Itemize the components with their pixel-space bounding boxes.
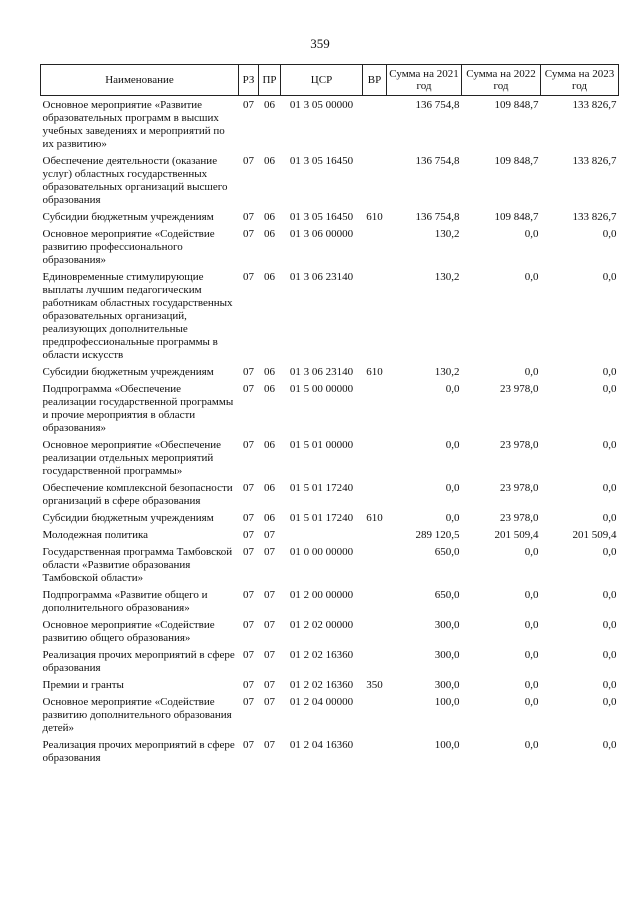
row-csr: 01 2 02 16360 — [289, 649, 354, 661]
row-sum-2022: 0,0 — [524, 696, 539, 708]
row-csr: 01 3 06 00000 — [289, 228, 354, 240]
row-vr — [363, 545, 387, 588]
table-row — [41, 438, 619, 481]
row-sum-2023: 0,0 — [602, 366, 617, 378]
row-csr: 01 5 01 17240 — [289, 482, 354, 494]
row-name: Обеспечение комплексной безопасности организаций в сфере образования — [42, 482, 233, 507]
table-row — [41, 511, 619, 528]
row-csr: 01 3 06 23140 — [289, 366, 354, 378]
table-row — [41, 96, 619, 155]
row-name: Основное мероприятие «Обеспечение реализации отдельных мероприятий государственной программы» — [42, 439, 222, 477]
row-name: Основное мероприятие «Содействие развитию профессионального образования» — [42, 228, 215, 266]
row-name: Подпрограмма «Развитие общего и дополнительного образования» — [42, 589, 208, 614]
row-sum-2022: 0,0 — [524, 739, 539, 751]
row-rz: 07 — [243, 383, 254, 395]
table-row — [41, 365, 619, 382]
row-vr — [363, 96, 387, 155]
row-vr — [363, 738, 387, 768]
row-sum-2022: 23 978,0 — [500, 512, 539, 524]
row-vr: 350 — [366, 679, 383, 691]
row-vr — [363, 695, 387, 738]
row-vr: 610 — [366, 211, 383, 223]
row-pr: 06 — [264, 211, 275, 223]
row-sum-2023: 0,0 — [602, 649, 617, 661]
row-name: Государственная программа Тамбовской области «Развитие образования Тамбовской области» — [42, 546, 233, 584]
row-csr: 01 3 05 00000 — [289, 99, 354, 111]
table-row — [41, 695, 619, 738]
row-vr — [363, 528, 387, 545]
row-sum-2023: 0,0 — [602, 546, 617, 558]
row-rz: 07 — [243, 679, 254, 691]
row-vr — [363, 588, 387, 618]
row-sum-2023: 201 509,4 — [572, 529, 617, 541]
row-pr: 06 — [264, 271, 275, 283]
row-vr — [363, 382, 387, 438]
row-pr: 07 — [264, 696, 275, 708]
row-rz: 07 — [243, 271, 254, 283]
row-rz: 07 — [243, 739, 254, 751]
row-sum-2021: 0,0 — [445, 439, 460, 451]
row-rz: 07 — [243, 366, 254, 378]
row-vr: 610 — [366, 512, 383, 524]
row-csr: 01 3 06 23140 — [289, 271, 354, 283]
row-rz: 07 — [243, 155, 254, 167]
row-name: Субсидии бюджетным учреждениям — [42, 366, 214, 378]
row-sum-2022: 0,0 — [524, 619, 539, 631]
row-rz: 07 — [243, 228, 254, 240]
table-header-row — [41, 65, 619, 96]
row-pr: 07 — [264, 649, 275, 661]
budget-table — [40, 64, 619, 768]
row-csr — [281, 528, 363, 545]
row-sum-2023: 0,0 — [602, 271, 617, 283]
table-row — [41, 227, 619, 270]
row-csr: 01 2 00 00000 — [289, 589, 354, 601]
row-vr — [363, 154, 387, 210]
row-vr: 610 — [366, 366, 383, 378]
row-rz: 07 — [243, 439, 254, 451]
header-vr: ВР — [363, 65, 387, 96]
row-sum-2021: 136 754,8 — [415, 99, 460, 111]
row-pr: 06 — [264, 366, 275, 378]
row-rz: 07 — [243, 512, 254, 524]
row-csr: 01 5 01 17240 — [289, 512, 354, 524]
row-sum-2022: 0,0 — [524, 366, 539, 378]
row-rz: 07 — [243, 649, 254, 661]
row-sum-2023: 0,0 — [602, 228, 617, 240]
row-sum-2022: 0,0 — [524, 649, 539, 661]
row-sum-2022: 0,0 — [524, 271, 539, 283]
row-sum-2021: 300,0 — [434, 679, 460, 691]
table-row — [41, 481, 619, 511]
row-sum-2022: 109 848,7 — [494, 211, 539, 223]
row-sum-2021: 100,0 — [434, 739, 460, 751]
row-name: Обеспечение деятельности (оказание услуг) областных государственных образовательных организаций высшего образования — [42, 155, 228, 206]
row-name: Подпрограмма «Обеспечение реализации государственной программы и прочие мероприятия в области образования» — [42, 383, 234, 434]
row-sum-2023: 0,0 — [602, 482, 617, 494]
row-csr: 01 2 04 00000 — [289, 696, 354, 708]
header-sum-2022: Сумма на 2022 год — [462, 65, 541, 96]
row-sum-2021: 650,0 — [434, 589, 460, 601]
row-csr: 01 5 01 00000 — [289, 439, 354, 451]
header-csr: ЦСР — [281, 65, 363, 96]
row-vr — [363, 227, 387, 270]
table-row — [41, 210, 619, 227]
row-vr — [363, 270, 387, 365]
row-sum-2022: 0,0 — [524, 679, 539, 691]
header-sum-2023: Сумма на 2023 год — [541, 65, 619, 96]
row-rz: 07 — [243, 211, 254, 223]
row-csr: 01 2 04 16360 — [289, 739, 354, 751]
row-pr: 07 — [264, 529, 275, 541]
row-name: Реализация прочих мероприятий в сфере образования — [42, 739, 235, 764]
row-name: Премии и гранты — [42, 679, 124, 691]
row-pr: 07 — [264, 679, 275, 691]
table-row — [41, 678, 619, 695]
row-pr: 06 — [264, 512, 275, 524]
row-sum-2022: 0,0 — [524, 546, 539, 558]
row-sum-2021: 136 754,8 — [415, 155, 460, 167]
header-pr: ПР — [259, 65, 281, 96]
row-sum-2021: 650,0 — [434, 546, 460, 558]
row-pr: 06 — [264, 155, 275, 167]
table-row — [41, 648, 619, 678]
row-pr: 07 — [264, 589, 275, 601]
row-csr: 01 3 05 16450 — [289, 211, 354, 223]
row-sum-2023: 0,0 — [602, 439, 617, 451]
header-sum-2021: Сумма на 2021 год — [387, 65, 462, 96]
row-csr: 01 5 00 00000 — [289, 383, 354, 395]
table-row — [41, 154, 619, 210]
row-sum-2021: 136 754,8 — [415, 211, 460, 223]
table-row — [41, 738, 619, 768]
row-name: Субсидии бюджетным учреждениям — [42, 211, 214, 223]
row-sum-2022: 0,0 — [524, 228, 539, 240]
row-csr: 01 2 02 16360 — [289, 679, 354, 691]
row-name: Основное мероприятие «Содействие развитию дополнительного образования детей» — [42, 696, 232, 734]
row-vr — [363, 618, 387, 648]
row-rz: 07 — [243, 529, 254, 541]
row-sum-2023: 133 826,7 — [572, 211, 617, 223]
page-number: 359 — [310, 36, 330, 51]
row-pr: 06 — [264, 228, 275, 240]
row-pr: 06 — [264, 482, 275, 494]
row-sum-2022: 109 848,7 — [494, 155, 539, 167]
table-row — [41, 588, 619, 618]
row-csr: 01 2 02 00000 — [289, 619, 354, 631]
row-sum-2021: 300,0 — [434, 649, 460, 661]
table-row — [41, 545, 619, 588]
table-row — [41, 382, 619, 438]
row-name: Единовременные стимулирующие выплаты лучшим педагогическим работникам областных государственных образовательных организаций, реализующих дополнительные предпрофессиональные программы в области искусств — [42, 271, 233, 361]
row-sum-2023: 0,0 — [602, 679, 617, 691]
row-sum-2022: 0,0 — [524, 589, 539, 601]
row-sum-2021: 130,2 — [434, 228, 460, 240]
row-pr: 07 — [264, 546, 275, 558]
row-pr: 06 — [264, 99, 275, 111]
table-row — [41, 270, 619, 365]
row-pr: 07 — [264, 739, 275, 751]
row-pr: 07 — [264, 619, 275, 631]
row-name: Субсидии бюджетным учреждениям — [42, 512, 214, 524]
row-rz: 07 — [243, 99, 254, 111]
row-vr — [363, 481, 387, 511]
header-name: Наименование — [41, 65, 239, 96]
row-sum-2023: 133 826,7 — [572, 155, 617, 167]
row-csr: 01 0 00 00000 — [289, 546, 354, 558]
row-sum-2021: 0,0 — [445, 482, 460, 494]
row-name: Молодежная политика — [42, 529, 149, 541]
row-sum-2021: 289 120,5 — [415, 529, 460, 541]
row-sum-2023: 0,0 — [602, 383, 617, 395]
row-pr: 06 — [264, 383, 275, 395]
row-sum-2021: 130,2 — [434, 271, 460, 283]
row-name: Основное мероприятие «Содействие развитию общего образования» — [42, 619, 215, 644]
row-rz: 07 — [243, 589, 254, 601]
row-sum-2023: 0,0 — [602, 589, 617, 601]
row-sum-2023: 0,0 — [602, 619, 617, 631]
row-sum-2023: 0,0 — [602, 696, 617, 708]
row-name: Основное мероприятие «Развитие образовательных программ в высших учебных заведениях и мероприятий по их развитию» — [42, 99, 225, 150]
row-sum-2021: 100,0 — [434, 696, 460, 708]
row-rz: 07 — [243, 482, 254, 494]
row-sum-2023: 0,0 — [602, 739, 617, 751]
row-sum-2023: 133 826,7 — [572, 99, 617, 111]
row-sum-2023: 0,0 — [602, 512, 617, 524]
header-rz: РЗ — [239, 65, 259, 96]
row-sum-2022: 23 978,0 — [500, 383, 539, 395]
row-sum-2021: 0,0 — [445, 383, 460, 395]
row-sum-2021: 130,2 — [434, 366, 460, 378]
row-csr: 01 3 05 16450 — [289, 155, 354, 167]
row-sum-2022: 109 848,7 — [494, 99, 539, 111]
table-row — [41, 618, 619, 648]
row-sum-2022: 23 978,0 — [500, 439, 539, 451]
row-sum-2022: 201 509,4 — [494, 529, 539, 541]
row-rz: 07 — [243, 619, 254, 631]
table-row — [41, 528, 619, 545]
row-name: Реализация прочих мероприятий в сфере образования — [42, 649, 235, 674]
row-sum-2022: 23 978,0 — [500, 482, 539, 494]
row-pr: 06 — [264, 439, 275, 451]
row-rz: 07 — [243, 696, 254, 708]
row-sum-2021: 300,0 — [434, 619, 460, 631]
row-sum-2021: 0,0 — [445, 512, 460, 524]
row-rz: 07 — [243, 546, 254, 558]
row-vr — [363, 438, 387, 481]
row-vr — [363, 648, 387, 678]
